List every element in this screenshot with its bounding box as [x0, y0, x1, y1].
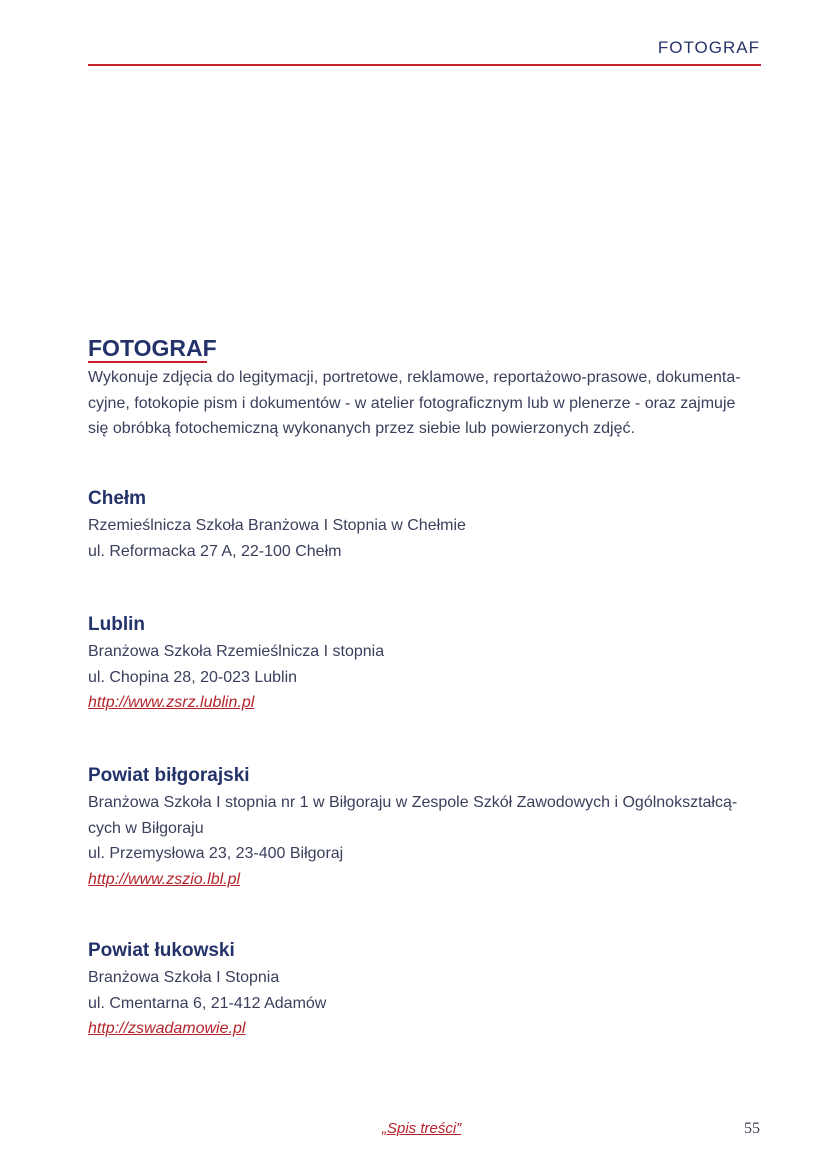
school-name: Rzemieślnicza Szkoła Branżowa I Stopnia w Chełmie [88, 517, 466, 534]
school-entry-lukow [88, 938, 762, 1042]
school-entry-bilgoraj [88, 763, 762, 892]
header-divider [88, 64, 761, 66]
page-title: FOTOGRAF [88, 335, 217, 361]
school-address: ul. Reformacka 27 A, 22-100 Chełm [88, 542, 342, 560]
page-number: 55 [744, 1120, 760, 1137]
school-name: Branżowa Szkoła I stopnia nr 1 w Biłgoraju w Zespole Szkół Zawodowych i Ogólnokształcą- [88, 794, 738, 811]
school-entry-chelm [88, 486, 762, 564]
title-underline [88, 361, 207, 363]
description-line: Wykonuje zdjęcia do legitymacji, portretowe, reklamowe, reportażowo-prasowe, dokumenta- [88, 369, 741, 386]
table-of-contents-link[interactable]: „Spis treści” [382, 1120, 462, 1137]
entry-heading: Lublin [88, 614, 145, 635]
school-name: Branżowa Szkoła Rzemieślnicza I stopnia [88, 643, 385, 660]
school-website-link[interactable]: http://www.zsrz.lublin.pl [88, 694, 255, 711]
school-name-continued: cych w Biłgoraju [88, 819, 204, 837]
school-entry-lublin [88, 612, 762, 716]
entry-heading: Chełm [88, 488, 147, 509]
school-address: ul. Cmentarna 6, 21-412 Adamów [88, 994, 327, 1012]
school-address: ul. Chopina 28, 20-023 Lublin [88, 668, 298, 686]
school-website-link[interactable]: http://zswadamowie.pl [88, 1020, 246, 1037]
running-header-title: FOTOGRAF [657, 38, 760, 57]
school-name: Branżowa Szkoła I Stopnia [88, 969, 280, 986]
school-address: ul. Przemysłowa 23, 23-400 Biłgoraj [88, 845, 344, 862]
occupation-description [88, 365, 762, 442]
entry-heading: Powiat łukowski [88, 940, 235, 961]
description-line: cyjne, fotokopie pism i dokumentów - w atelier fotograficznym lub w plenerze - oraz zajmuje [88, 394, 736, 412]
school-website-link[interactable]: http://www.zszio.lbl.pl [88, 870, 241, 888]
entry-heading: Powiat biłgorajski [88, 765, 250, 786]
description-line: się obróbką fotochemiczną wykonanych przez siebie lub powierzonych zdjęć. [88, 420, 635, 437]
